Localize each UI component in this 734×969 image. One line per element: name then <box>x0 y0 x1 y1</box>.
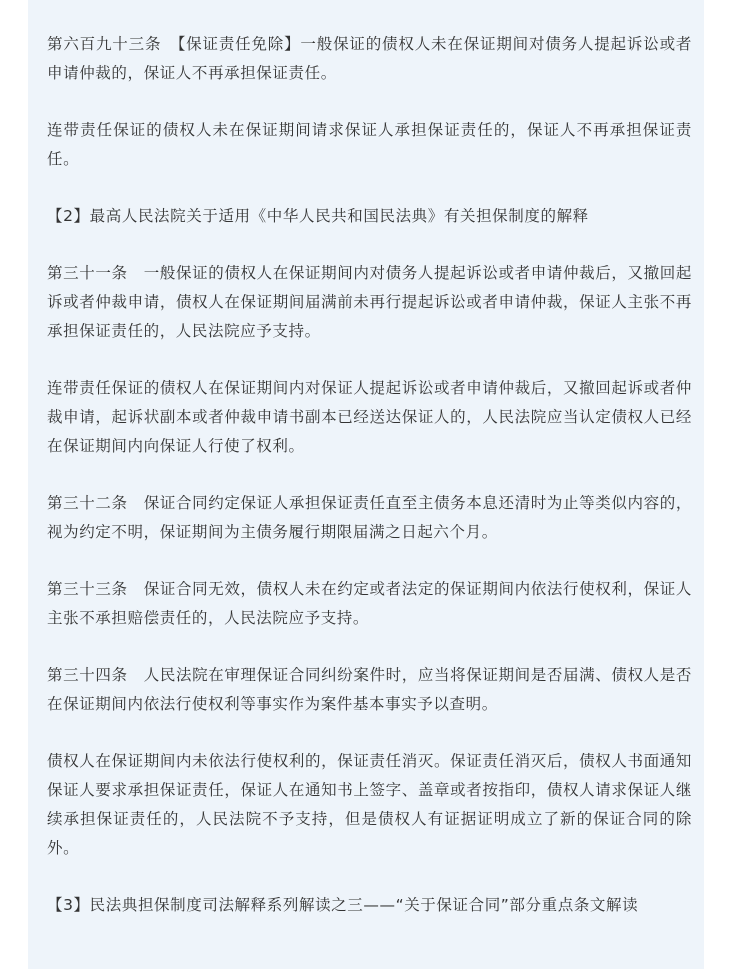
article-33-paragraph: 第三十三条 保证合同无效，债权人未在约定或者法定的保证期间内依法行使权利，保证人主张不承担赔偿责任的，人民法院应予支持。 <box>47 580 692 627</box>
article-31-paragraph: 第三十一条 一般保证的债权人在保证期间内对债务人提起诉讼或者申请仲裁后，又撤回起诉或者仲裁申请，债权人在保证期间届满前未再行提起诉讼或者申请仲裁，保证人主张不再承担保证责任的，人民法院应予支持。 <box>47 264 692 340</box>
article-34-paragraph: 第三十四条 人民法院在审理保证合同纠纷案件时，应当将保证期间是否届满、债权人是否在保证期间内依法行使权利等事实作为案件基本事实予以查明。 <box>47 666 692 713</box>
article-34-second-paragraph: 债权人在保证期间内未依法行使权利的，保证责任消灭。保证责任消灭后，债权人书面通知保证人要求承担保证责任，保证人在通知书上签字、盖章或者按指印，债权人请求保证人继续承担保证责任的，人民法院不予支持，但是债权人有证据证明成立了新的保证合同的除外。 <box>47 752 692 857</box>
article-31-second-paragraph: 连带责任保证的债权人在保证期间内对保证人提起诉讼或者申请仲裁后，又撤回起诉或者仲裁申请，起诉状副本或者仲裁申请书副本已经送达保证人的，人民法院应当认定债权人已经在保证期间内向保证人行使了权利。 <box>47 379 692 455</box>
joint-liability-paragraph: 连带责任保证的债权人未在保证期间请求保证人承担保证责任的，保证人不再承担保证责任。 <box>47 121 692 168</box>
article-32-paragraph: 第三十二条 保证合同约定保证人承担保证责任直至主债务本息还清时为止等类似内容的，视为约定不明，保证期间为主债务履行期限届满之日起六个月。 <box>47 494 692 541</box>
article-693-paragraph: 第六百九十三条 【保证责任免除】一般保证的债权人未在保证期间对债务人提起诉讼或者申请仲裁的，保证人不再承担保证责任。 <box>47 35 692 82</box>
section-heading-2: 【2】最高人民法院关于适用《中华人民共和国民法典》有关担保制度的解释 <box>47 207 589 225</box>
section-heading-3: 【3】民法典担保制度司法解释系列解读之三——“关于保证合同”部分重点条文解读 <box>47 896 639 914</box>
article-body <box>47 30 692 948</box>
